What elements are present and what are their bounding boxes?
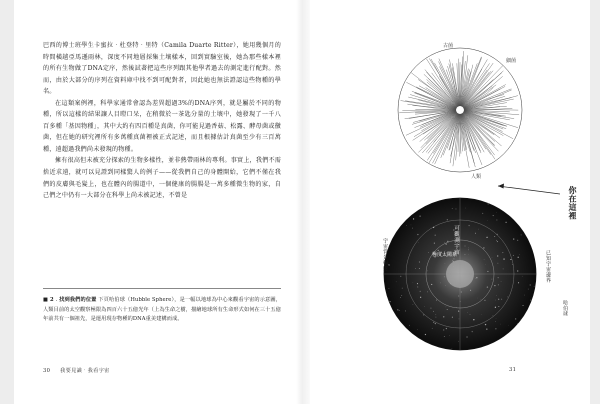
star-dot	[487, 271, 488, 272]
star-dot	[400, 297, 401, 298]
star-dot	[486, 237, 487, 238]
star-dot	[497, 255, 498, 256]
star-dot	[398, 323, 399, 324]
sphere-label-inner: 極度太陽系	[432, 252, 458, 258]
left-page-number: 30	[43, 368, 51, 374]
star-dot	[472, 331, 473, 332]
tree-branch	[463, 71, 493, 107]
star-dot	[389, 301, 390, 302]
star-dot	[498, 277, 499, 278]
star-dot	[417, 234, 418, 235]
star-dot	[517, 240, 518, 241]
star-dot	[432, 328, 433, 329]
star-dot	[528, 289, 529, 290]
star-dot	[531, 321, 532, 322]
star-dot	[446, 197, 447, 198]
star-dot	[420, 297, 421, 298]
star-dot	[447, 219, 448, 220]
star-dot	[523, 305, 524, 306]
star-dot	[513, 238, 514, 239]
star-dot	[458, 296, 459, 297]
star-dot	[530, 344, 531, 345]
star-dot	[431, 284, 432, 285]
star-dot	[443, 316, 444, 317]
star-dot	[435, 323, 436, 324]
star-dot	[425, 334, 426, 335]
star-dot	[512, 347, 513, 348]
star-dot	[444, 336, 445, 337]
star-dot	[394, 331, 395, 332]
star-dot	[435, 317, 436, 318]
star-dot	[397, 309, 398, 310]
star-dot	[444, 277, 445, 278]
star-dot	[531, 199, 532, 200]
star-dot	[519, 254, 520, 255]
star-dot	[493, 315, 494, 316]
star-dot	[385, 206, 386, 207]
star-dot	[440, 283, 441, 284]
sphere-caption: 哈伯球	[562, 300, 568, 317]
star-dot	[498, 306, 499, 307]
star-dot	[417, 329, 418, 330]
star-dot	[445, 285, 446, 286]
star-dot	[418, 348, 419, 349]
star-dot	[481, 314, 482, 315]
star-dot	[409, 333, 410, 334]
star-dot	[468, 225, 469, 226]
star-dot	[527, 320, 528, 321]
star-dot	[388, 288, 389, 289]
star-dot	[484, 300, 485, 301]
star-dot	[495, 307, 496, 308]
star-dot	[405, 310, 406, 311]
star-dot	[470, 314, 471, 315]
star-dot	[501, 281, 502, 282]
star-dot	[535, 293, 536, 294]
star-dot	[524, 218, 525, 219]
footnote-title: 找到我們的位置	[59, 297, 97, 303]
star-dot	[391, 222, 392, 223]
star-dot	[435, 235, 436, 236]
star-dot	[392, 313, 393, 314]
footnote: ■ 2 . 找到我們的位置 下頁哈伯球（Hubble Sphere），是一幅以地球為中心來觀看宇宙的示意圖，人類目前的太空觀察極限為四百六十五億光年（上為生命之樹，描繪地球所有生命形式如何在三十五億年前共有一個祖先，是運用現存物種的DNA重美建構而成。	[43, 297, 282, 323]
star-dot	[473, 319, 474, 320]
star-dot	[420, 216, 421, 217]
star-dot	[427, 291, 428, 292]
star-dot	[413, 305, 414, 306]
star-dot	[409, 325, 410, 326]
star-dot	[406, 225, 407, 226]
star-dot	[484, 199, 485, 200]
star-dot	[456, 209, 457, 210]
star-dot	[428, 252, 429, 253]
tree-branch	[433, 113, 458, 153]
tree-branch	[439, 66, 458, 106]
star-dot	[510, 259, 511, 260]
star-dot	[417, 286, 418, 287]
star-dot	[517, 341, 518, 342]
star-dot	[465, 246, 466, 247]
star-dot	[412, 228, 413, 229]
star-dot	[411, 225, 412, 226]
star-dot	[481, 299, 482, 300]
star-dot	[436, 300, 437, 301]
star-dot	[446, 328, 447, 329]
star-dot	[438, 250, 439, 251]
tree-branch	[432, 73, 458, 107]
star-dot	[435, 314, 436, 315]
star-dot	[533, 348, 534, 349]
star-dot	[402, 332, 403, 333]
tree-branches	[399, 51, 519, 168]
star-dot	[415, 268, 416, 269]
star-dot	[470, 350, 471, 351]
tree-label-bacteria: 細菌	[506, 58, 517, 64]
star-dot	[496, 240, 497, 241]
star-dot	[459, 319, 460, 320]
star-dot	[399, 310, 400, 311]
star-dot	[492, 279, 493, 280]
star-dot	[497, 263, 498, 264]
star-dot	[503, 258, 504, 259]
star-dot	[497, 241, 498, 242]
star-dot	[420, 291, 421, 292]
star-dot	[484, 260, 485, 261]
right-footer	[509, 367, 516, 373]
star-dot	[402, 288, 403, 289]
hubble-sphere-diagram	[372, 186, 552, 366]
star-dot	[461, 292, 462, 293]
star-dot	[496, 219, 497, 220]
star-dot	[496, 295, 497, 296]
star-dot	[530, 300, 531, 301]
star-dot	[502, 252, 503, 253]
star-dot	[482, 213, 483, 214]
tree-branch	[443, 114, 458, 156]
star-dot	[447, 309, 448, 310]
star-dot	[495, 321, 496, 322]
book-gutter	[296, 0, 310, 404]
star-dot	[445, 263, 446, 264]
star-dot	[487, 220, 488, 221]
star-dot	[515, 318, 516, 319]
sphere-center-label: 可觀測宇宙	[453, 225, 459, 255]
star-dot	[421, 204, 422, 205]
left-footer	[43, 367, 110, 374]
star-dot	[517, 209, 518, 210]
star-dot	[507, 297, 508, 298]
star-dot	[496, 198, 497, 199]
tree-branch	[463, 113, 495, 155]
star-dot	[535, 208, 536, 209]
star-dot	[530, 285, 531, 286]
star-dot	[466, 336, 467, 337]
star-dot	[430, 308, 431, 309]
tree-of-life-diagram	[388, 38, 548, 188]
tree-branch	[422, 113, 457, 153]
star-dot	[447, 241, 448, 242]
star-dot	[470, 290, 471, 291]
star-dot	[468, 248, 469, 249]
star-dot	[427, 271, 428, 272]
star-dot	[392, 221, 393, 222]
sphere-left-label: 宇宙背景輻射	[382, 238, 388, 271]
star-dot	[521, 234, 522, 235]
star-dot	[400, 276, 401, 277]
star-dot	[523, 199, 524, 200]
star-dot	[419, 268, 420, 269]
star-dot	[512, 264, 513, 265]
star-dot	[399, 211, 400, 212]
paragraph-1: 巴西的博士班學生卡蜜拉‧杜登特‧里特（Camila Duarte Ritter），她用幾個月的時間橫越亞馬遜雨林，深度不同地層採集土壤樣本，回到實驗室後，她為那些樣本裡的所有生物做了DNA定序，然後試著把這些序列跟其他學者過去的測定進行配對。然而，由於大部分的序列在資料庫中找不到可配對者，因此她也無法證認這些物種的學名。	[43, 42, 281, 96]
star-dot	[387, 335, 388, 336]
tree-label-archaea: 古菌	[443, 43, 454, 49]
sphere-right-label: 已知宇宙邊界	[545, 250, 551, 283]
star-dot	[525, 218, 526, 219]
right-page-number: 31	[509, 367, 517, 373]
star-dot	[483, 247, 484, 248]
star-dot	[495, 328, 496, 329]
star-dot	[396, 281, 397, 282]
star-dot	[495, 300, 496, 301]
star-dot	[524, 295, 525, 296]
star-dot	[419, 261, 420, 262]
star-dot	[518, 282, 519, 283]
star-dot	[458, 310, 459, 311]
star-dot	[534, 286, 535, 287]
star-dot	[468, 249, 469, 250]
star-dot	[493, 215, 494, 216]
star-dot	[501, 204, 502, 205]
star-dot	[452, 317, 453, 318]
star-dot	[433, 311, 434, 312]
you-are-here-label: 你在這裡	[568, 186, 578, 220]
star-dot	[464, 254, 465, 255]
star-dot	[449, 335, 450, 336]
tree-branch	[463, 113, 495, 146]
star-dot	[497, 344, 498, 345]
footnote-text: 下頁哈伯球（Hubble Sphere），是一幅以地球為中心來觀看宇宙的示意圖，人類目前的太空觀察極限為四百六十五億光年（上為生命之樹，描繪地球所有生命形式如何在三十五億年前共有一個祖先，是運用現存物種的DNA重美建構而成。	[43, 297, 282, 323]
star-dot	[446, 243, 447, 244]
star-dot	[494, 236, 495, 237]
star-dot	[505, 346, 506, 347]
star-dot	[518, 257, 519, 258]
star-dot	[434, 243, 435, 244]
star-dot	[401, 295, 402, 296]
star-dot	[400, 223, 401, 224]
paragraph-3: 擁有很高但未被充分探索的生物多樣性，並非熱帶雨林的專利。事實上，我們不需捨近求遠，就可以見證到同樣驚人的例子——從我們自己的身體開始，它們不僅在我們的皮膚與毛髮上，也在體內的腸道中，一個健康的腸腸是一萬多種微生物的家，自己們之中仍有一大部分在科學上尚未被記述，不曾是	[43, 157, 281, 200]
star-dot	[444, 242, 445, 243]
paragraph-2: 在這類案例裡，科學家通常會認為差異超過3%的DNA序列，就是屬於不同的物種，所以這樣的結果讓人目瞪口呆，在稍微於一茶匙分量的土壤中，她發現了一千八百多種「基因物種」，其中大約有四百種是真菌，你可能見過香菇、松露、酵母菌或黴菌，但在她的研究裡所有多萬種真菌裡被正式記述，而且根據估計真菌至少有三百萬種，遠超過我們尚未發現的物種。	[43, 99, 281, 153]
star-dot	[478, 229, 479, 230]
star-dot	[404, 343, 405, 344]
star-dot	[535, 332, 536, 333]
star-dot	[508, 325, 509, 326]
star-dot	[506, 222, 507, 223]
star-dot	[501, 299, 502, 300]
star-dot	[486, 328, 487, 329]
star-dot	[498, 299, 499, 300]
star-dot	[452, 208, 453, 209]
star-dot	[517, 270, 518, 271]
star-dot	[398, 323, 399, 324]
star-dot	[492, 257, 493, 258]
star-dot	[494, 285, 495, 286]
tree-label-human: 人類	[471, 174, 482, 180]
star-dot	[522, 276, 523, 277]
star-dot	[502, 346, 503, 347]
star-dot	[520, 333, 521, 334]
body-text	[43, 40, 281, 202]
star-dot	[503, 269, 504, 270]
tree-branch	[428, 113, 458, 153]
footnote-divider	[43, 288, 281, 289]
star-dot	[413, 282, 414, 283]
star-dot	[402, 341, 403, 342]
star-dot	[513, 255, 514, 256]
pointer-arrow	[494, 168, 564, 198]
star-dot	[465, 208, 466, 209]
star-dot	[487, 287, 488, 288]
star-dot	[501, 346, 502, 347]
star-dot	[485, 324, 486, 325]
footnote-marker: ■ 2	[43, 297, 54, 303]
star-dot	[417, 283, 418, 284]
star-dot	[498, 284, 499, 285]
star-dot	[433, 322, 434, 323]
star-dot	[458, 341, 459, 342]
star-dot	[476, 277, 477, 278]
star-dot	[475, 233, 476, 234]
star-dot	[424, 306, 425, 307]
running-title: 我要見識‧我看宇宙	[60, 368, 110, 374]
star-dot	[453, 258, 454, 259]
star-dot	[443, 329, 444, 330]
tree-branch	[427, 113, 457, 139]
star-dot	[413, 218, 414, 219]
